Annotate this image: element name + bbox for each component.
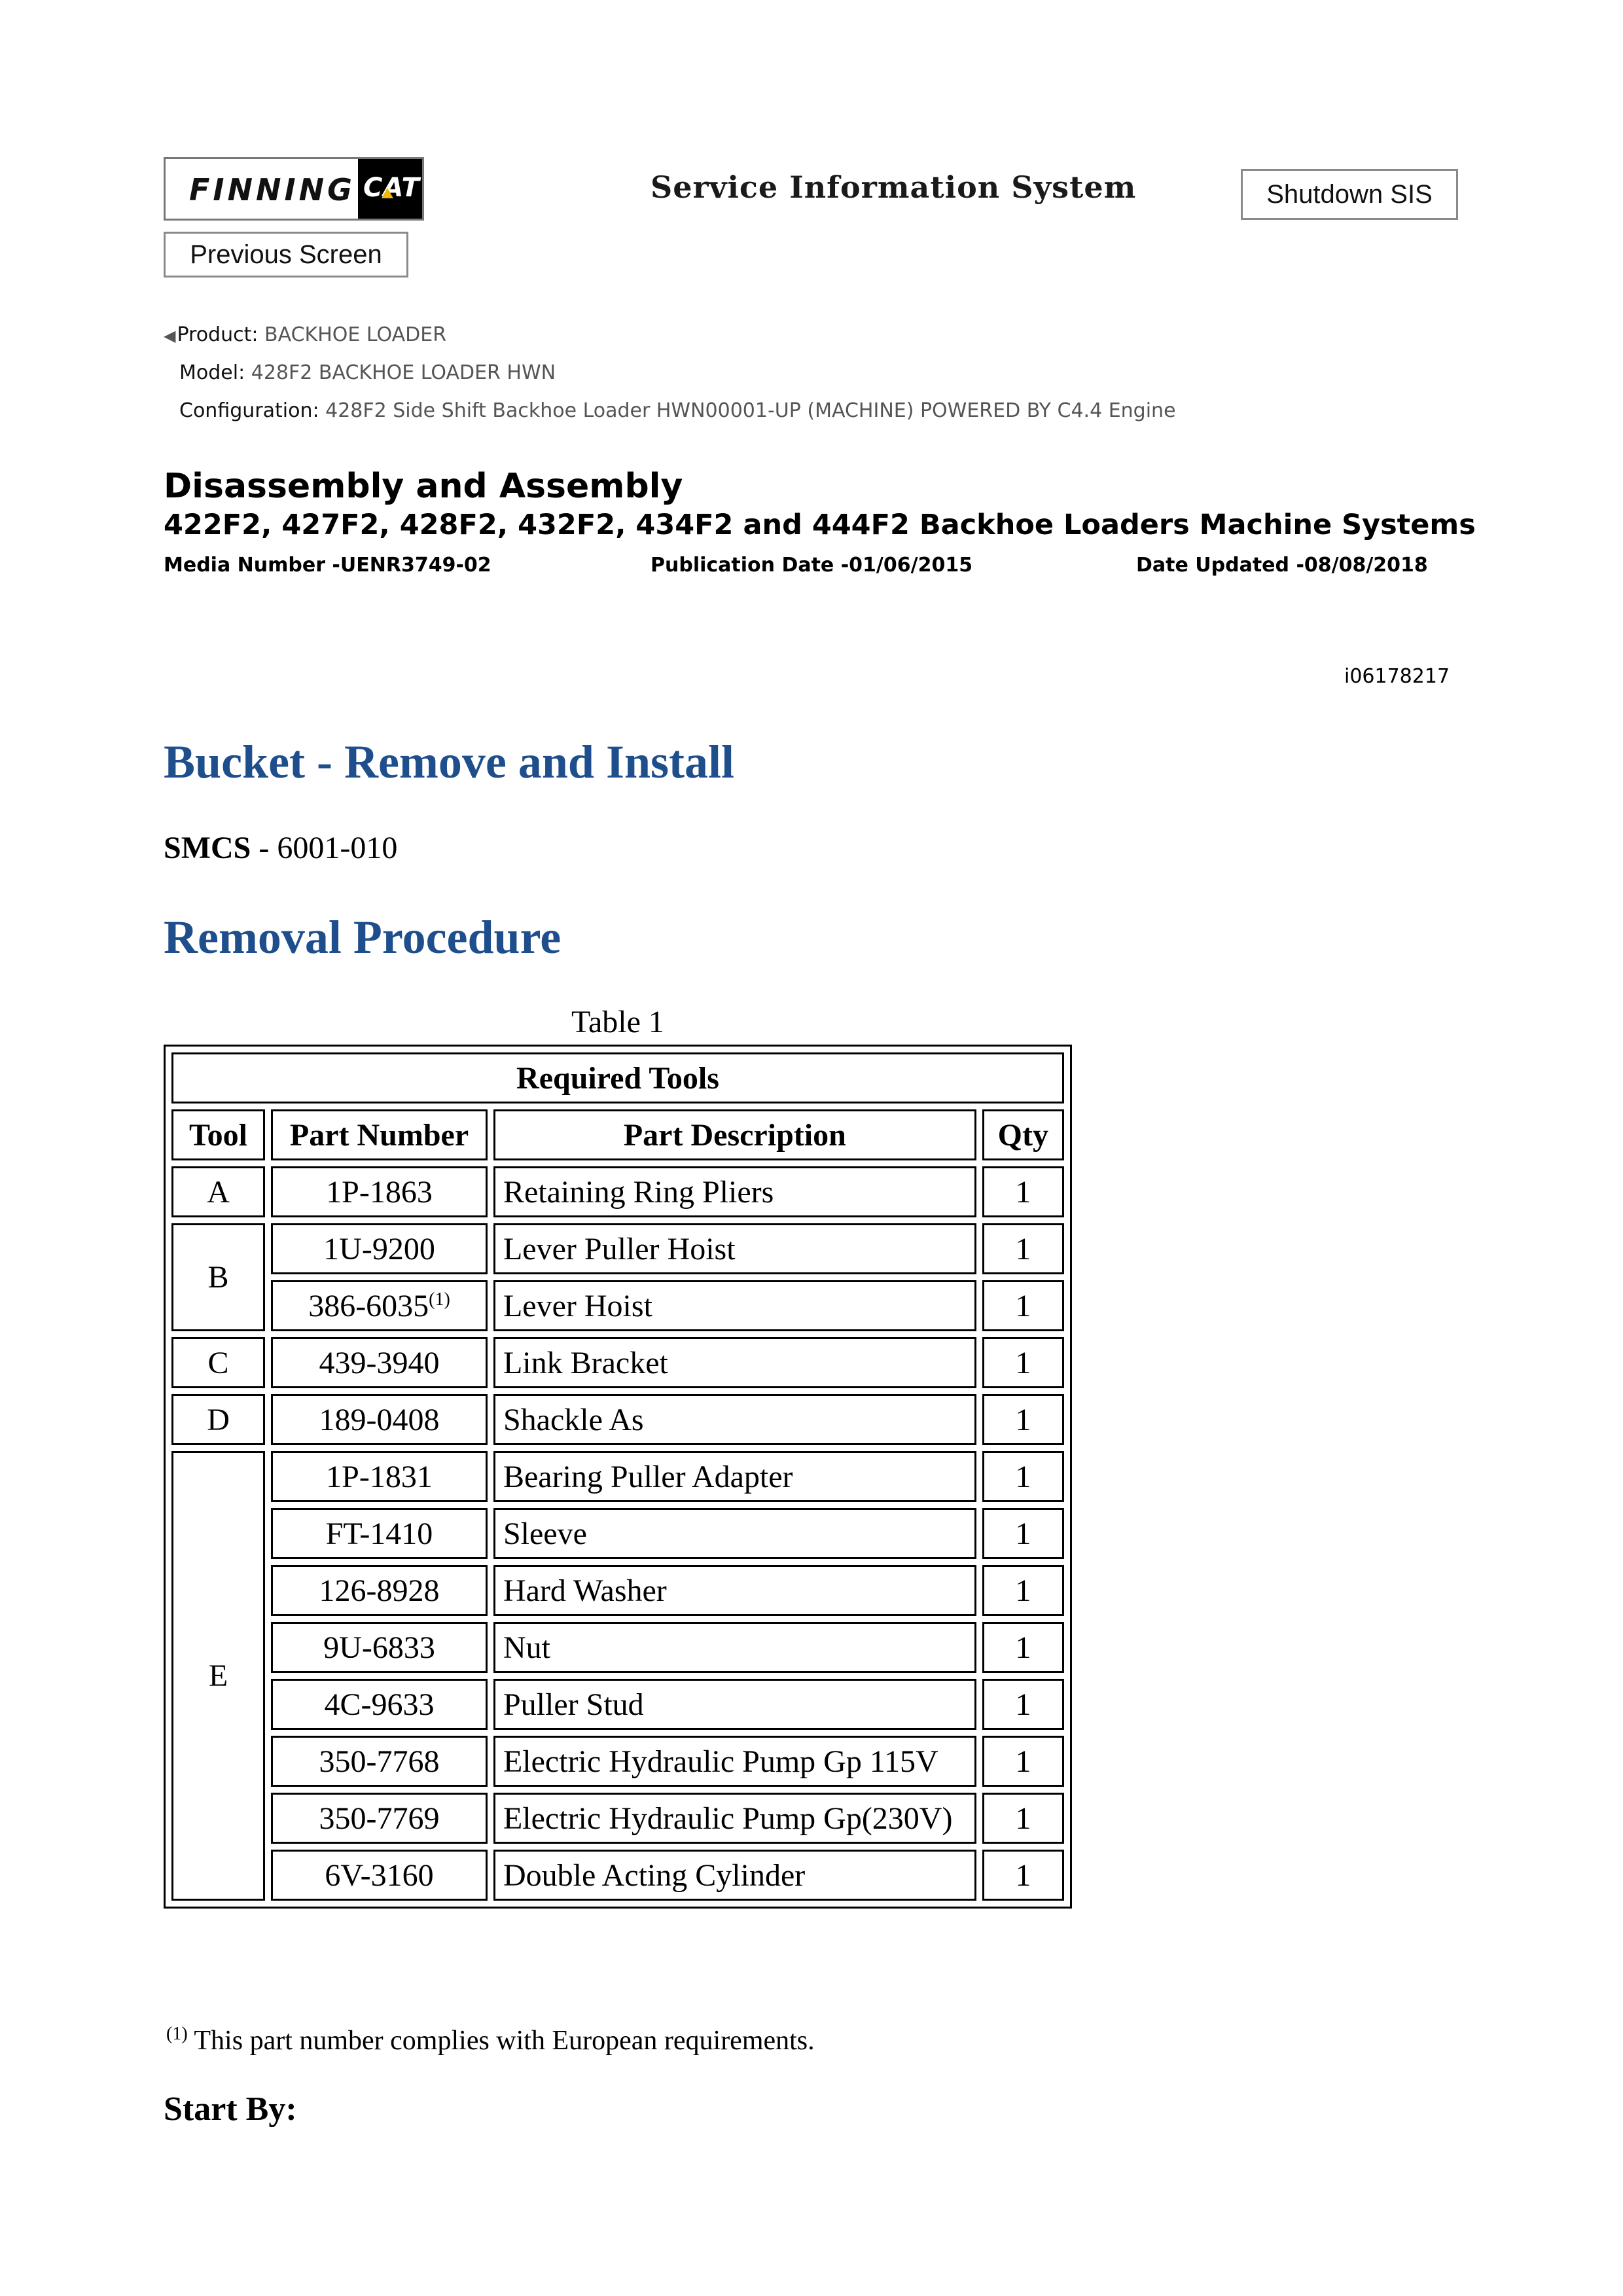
- system-title: Service Information System: [651, 170, 1137, 205]
- model-line: [179, 361, 556, 385]
- part-number-cell: 6V-3160: [271, 1850, 488, 1901]
- table-row: [171, 1223, 1064, 1274]
- footnote-reference[interactable]: (1): [429, 1289, 450, 1310]
- tool-cell: D: [171, 1394, 265, 1445]
- table-row: [171, 1508, 1064, 1559]
- tool-cell: A: [171, 1166, 265, 1217]
- part-description-cell: Bearing Puller Adapter: [493, 1451, 976, 1502]
- part-description-cell: Electric Hydraulic Pump Gp(230V): [493, 1793, 976, 1844]
- qty-cell: 1: [982, 1622, 1064, 1673]
- publication-date: Publication Date -01/06/2015: [651, 554, 973, 577]
- part-number-cell: 350-7769: [271, 1793, 488, 1844]
- cat-logo-text: CAT: [363, 173, 420, 203]
- start-by-heading: Start By:: [164, 2090, 297, 2128]
- media-number: Media Number -UENR3749-02: [164, 554, 491, 577]
- qty-cell: 1: [982, 1451, 1064, 1502]
- footnote-marker: (1): [166, 2024, 188, 2044]
- model-value: 428F2 BACKHOE LOADER HWN: [251, 361, 556, 384]
- part-number-cell: FT-1410: [271, 1508, 488, 1559]
- smcs-code: 6001-010: [277, 831, 398, 865]
- smcs-label: SMCS -: [164, 831, 270, 865]
- part-description-cell: Double Acting Cylinder: [493, 1850, 976, 1901]
- table-row: [171, 1280, 1064, 1331]
- part-number-cell: 439-3940: [271, 1337, 488, 1388]
- qty-cell: 1: [982, 1850, 1064, 1901]
- section-title: Removal Procedure: [164, 911, 562, 963]
- part-description-cell: Retaining Ring Pliers: [493, 1166, 976, 1217]
- article-title: Bucket - Remove and Install: [164, 736, 735, 788]
- qty-cell: 1: [982, 1337, 1064, 1388]
- tool-cell: B: [171, 1223, 265, 1331]
- qty-cell: 1: [982, 1223, 1064, 1274]
- product-label: Product:: [177, 323, 259, 346]
- part-description-cell: Electric Hydraulic Pump Gp 115V: [493, 1736, 976, 1787]
- part-number-cell: 1U-9200: [271, 1223, 488, 1274]
- tool-cell: E: [171, 1451, 265, 1901]
- table-row: [171, 1166, 1064, 1217]
- qty-cell: 1: [982, 1508, 1064, 1559]
- column-header-qty: Qty: [982, 1109, 1064, 1160]
- part-number-cell: 1P-1831: [271, 1451, 488, 1502]
- document-id: i06178217: [1344, 665, 1450, 688]
- tool-cell: C: [171, 1337, 265, 1388]
- product-line: [164, 323, 446, 348]
- part-description-cell: Lever Hoist: [493, 1280, 976, 1331]
- qty-cell: 1: [982, 1679, 1064, 1730]
- table-row: [171, 1565, 1064, 1616]
- shutdown-sis-button[interactable]: Shutdown SIS: [1241, 169, 1458, 220]
- qty-cell: 1: [982, 1736, 1064, 1787]
- qty-cell: 1: [982, 1394, 1064, 1445]
- table-row: [171, 1394, 1064, 1445]
- part-description-cell: Puller Stud: [493, 1679, 976, 1730]
- table-row: [171, 1679, 1064, 1730]
- date-updated: Date Updated -08/08/2018: [1136, 554, 1428, 577]
- qty-cell: 1: [982, 1280, 1064, 1331]
- table-footnote: [166, 2017, 815, 2058]
- finning-cat-logo: [164, 157, 424, 221]
- table-row: [171, 1850, 1064, 1901]
- table-row: [171, 1622, 1064, 1673]
- configuration-line: [179, 399, 1176, 423]
- part-description-cell: Sleeve: [493, 1508, 976, 1559]
- part-description-cell: Nut: [493, 1622, 976, 1673]
- finning-logo-text: FINNING: [189, 172, 355, 207]
- part-number-cell: 9U-6833: [271, 1622, 488, 1673]
- back-arrow-icon[interactable]: ◀: [164, 327, 176, 345]
- table-row: [171, 1793, 1064, 1844]
- configuration-label: Configuration:: [179, 399, 319, 422]
- part-number-cell: 4C-9633: [271, 1679, 488, 1730]
- part-number-cell: 350-7768: [271, 1736, 488, 1787]
- table-row: [171, 1337, 1064, 1388]
- table-caption: Table 1: [571, 1005, 664, 1039]
- cat-triangle-icon: [382, 188, 393, 198]
- part-description-cell: Lever Puller Hoist: [493, 1223, 976, 1274]
- cat-logo: [358, 159, 422, 219]
- part-number-cell: 189-0408: [271, 1394, 488, 1445]
- configuration-value: 428F2 Side Shift Backhoe Loader HWN00001-UP (MACHINE) POWERED BY C4.4 Engine: [325, 399, 1176, 422]
- part-number-cell: [271, 1280, 488, 1331]
- part-number-text: 386-6035: [308, 1288, 429, 1323]
- product-value: BACKHOE LOADER: [264, 323, 447, 346]
- column-header-part-number: Part Number: [271, 1109, 488, 1160]
- footnote-text: This part number complies with European requirements.: [194, 2026, 815, 2056]
- smcs-line: [164, 830, 397, 867]
- qty-cell: 1: [982, 1793, 1064, 1844]
- column-header-tool: Tool: [171, 1109, 265, 1160]
- table-row: [171, 1736, 1064, 1787]
- qty-cell: 1: [982, 1565, 1064, 1616]
- column-header-part-description: Part Description: [493, 1109, 976, 1160]
- model-label: Model:: [179, 361, 245, 384]
- part-description-cell: Hard Washer: [493, 1565, 976, 1616]
- part-description-cell: Shackle As: [493, 1394, 976, 1445]
- part-description-cell: Link Bracket: [493, 1337, 976, 1388]
- required-tools-table: [164, 1045, 1072, 1909]
- document-subheading: 422F2, 427F2, 428F2, 432F2, 434F2 and 444F2 Backhoe Loaders Machine Systems: [164, 509, 1476, 541]
- table-row: [171, 1451, 1064, 1502]
- document-heading: Disassembly and Assembly: [164, 467, 683, 506]
- part-number-cell: 1P-1863: [271, 1166, 488, 1217]
- previous-screen-button[interactable]: Previous Screen: [164, 232, 408, 278]
- table-title: Required Tools: [171, 1052, 1064, 1103]
- part-number-cell: 126-8928: [271, 1565, 488, 1616]
- qty-cell: 1: [982, 1166, 1064, 1217]
